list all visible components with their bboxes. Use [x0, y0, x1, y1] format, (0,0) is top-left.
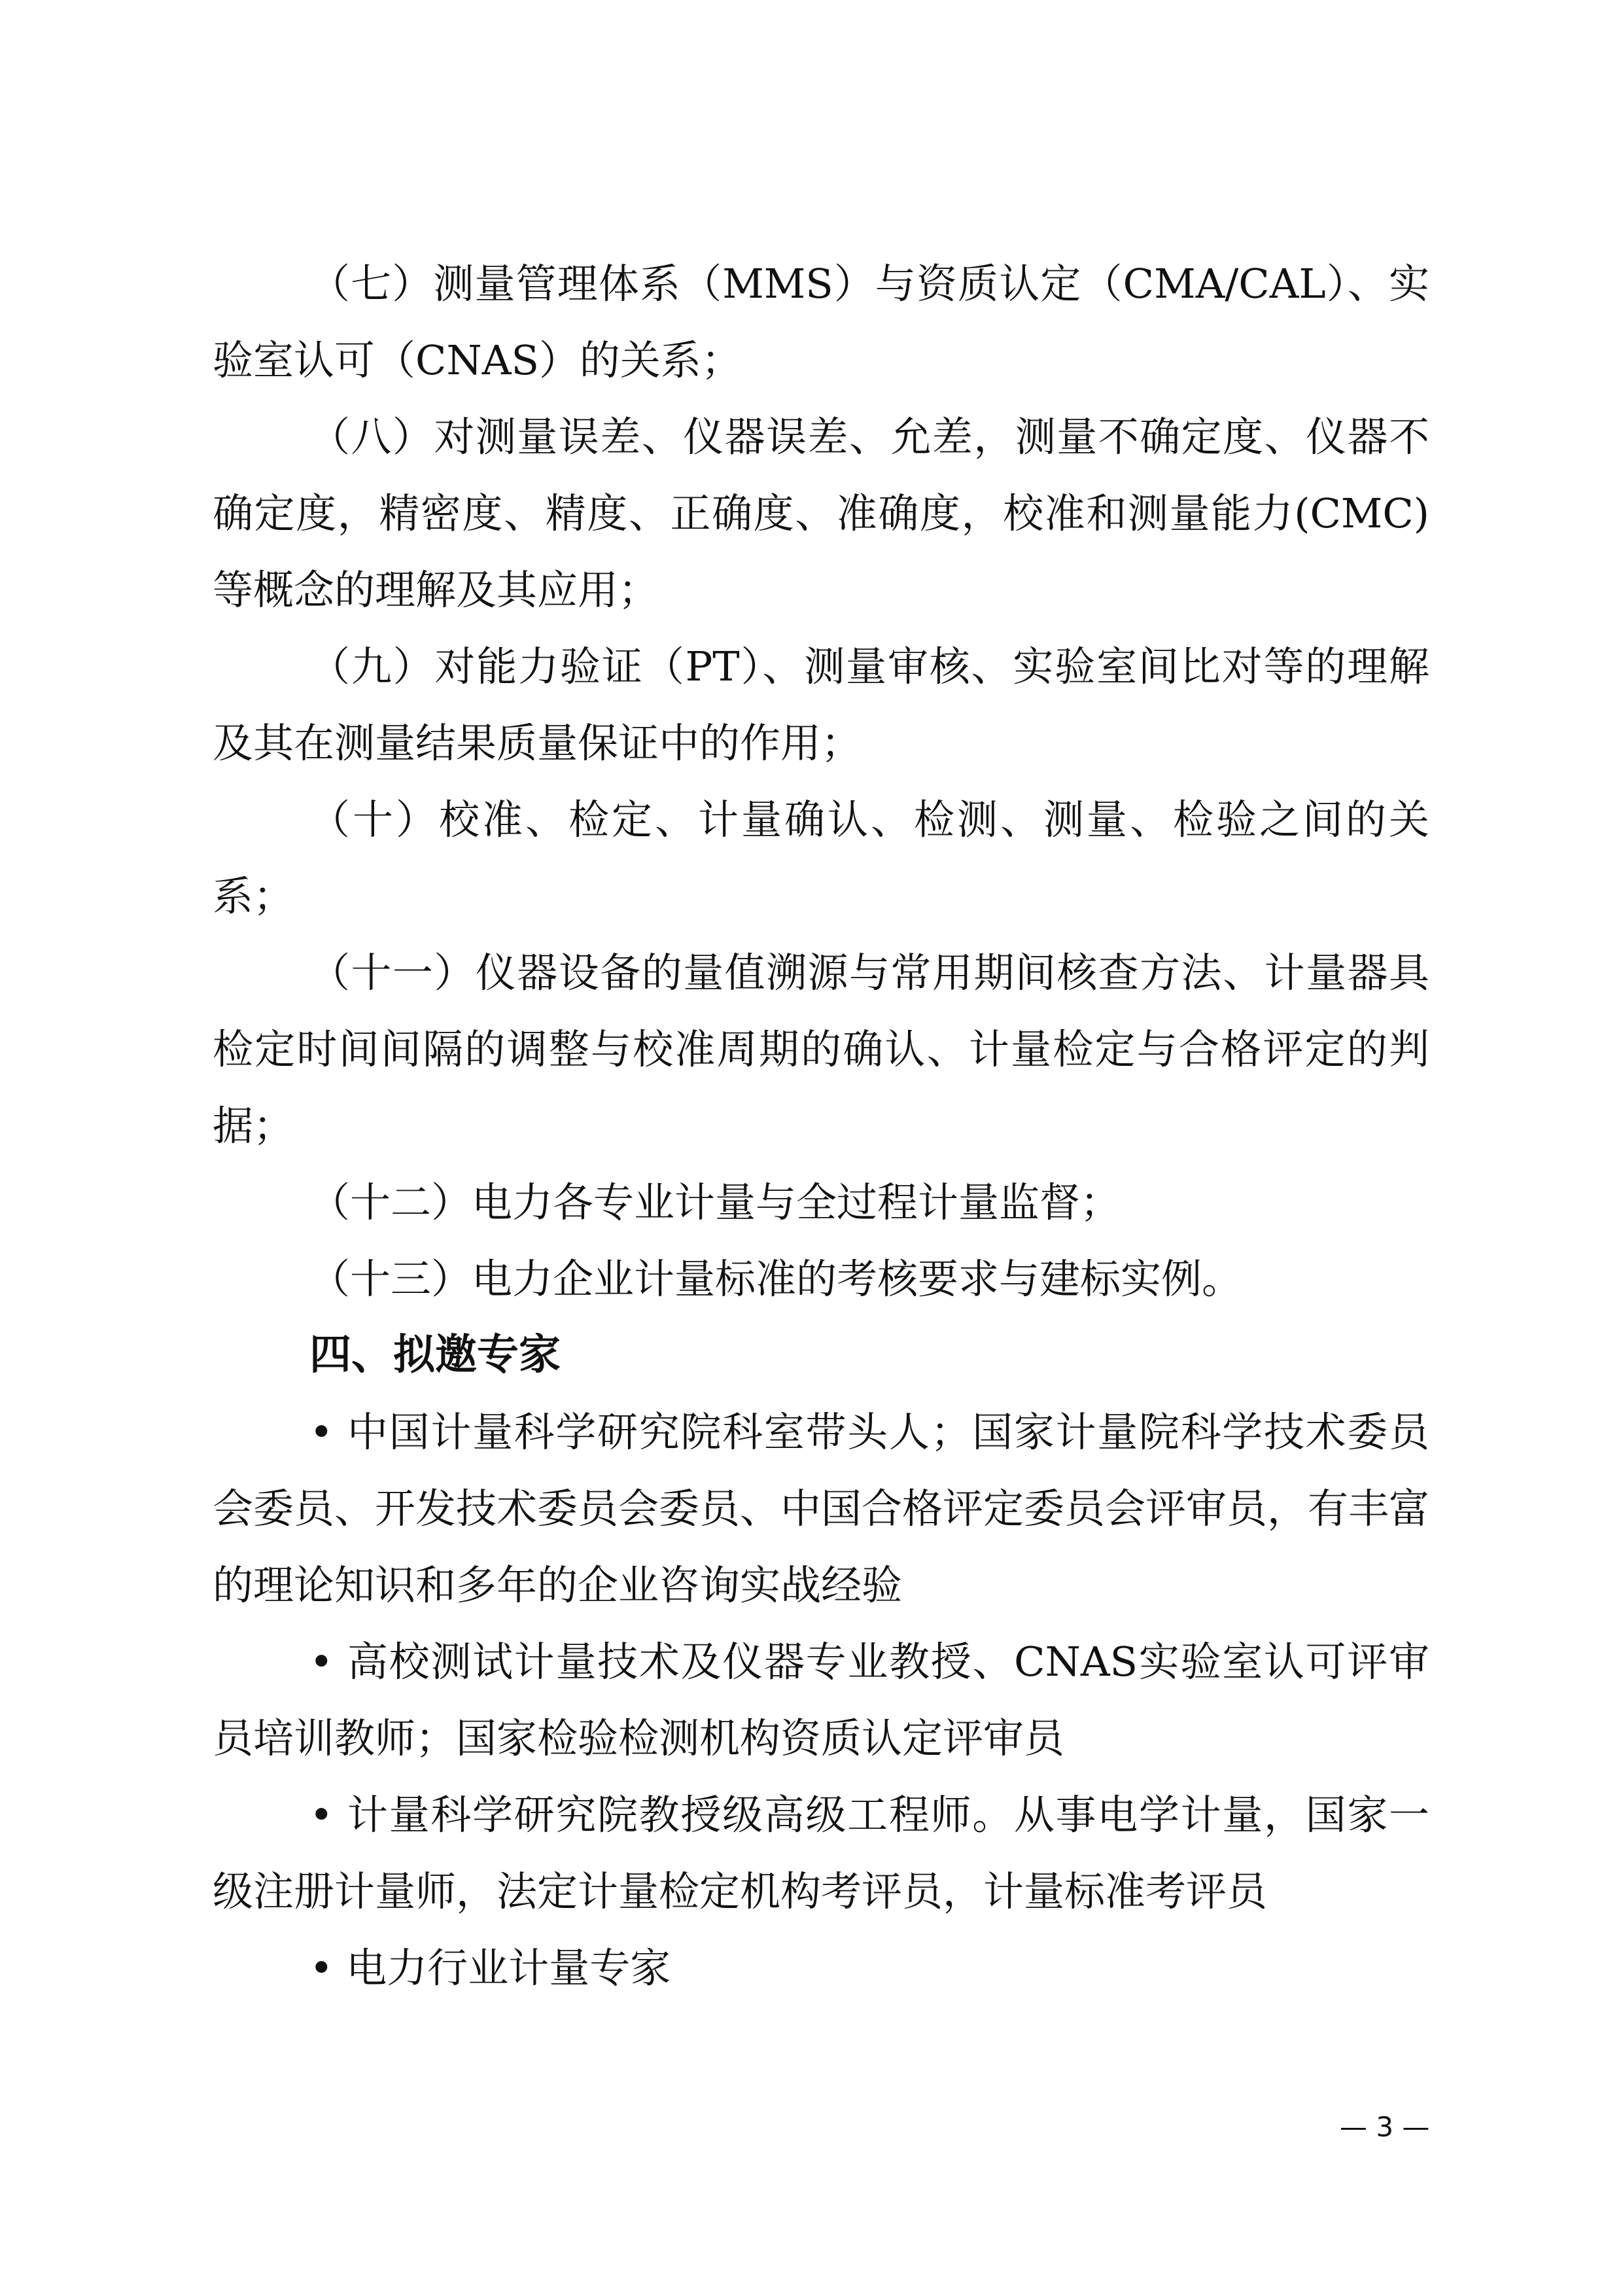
- item-13-paragraph: （十三）电力企业计量标准的考核要求与建标实例。: [309, 1255, 1243, 1303]
- expert-item-2: • 高校测试计量技术及仪器专业教授、CNAS实验室认可评审员培训教师；国家检验检测机构资质认定评审员: [213, 1638, 1429, 1762]
- item-12-paragraph: （十二）电力各专业计量与全过程计量监督；: [309, 1178, 1121, 1226]
- item-11-paragraph: （十一）仪器设备的量值溯源与常用期间核查方法、计量器具检定时间间隔的调整与校准周期的确认、计量检定与合格评定的判据；: [213, 949, 1429, 1150]
- item-8-paragraph: （八）对测量误差、仪器误差、允差，测量不确定度、仪器不确定度，精密度、精度、正确度、准确度，校准和测量能力(CMC)等概念的理解及其应用；: [213, 413, 1429, 614]
- expert-item-1: • 中国计量科学研究院科室带头人；国家计量院科学技术委员会委员、开发技术委员会委员、中国合格评定委员会评审员，有丰富的理论知识和多年的企业咨询实战经验: [213, 1408, 1430, 1609]
- page-number: — 3 —: [1340, 2111, 1430, 2143]
- item-9-paragraph: （九）对能力验证（PT）、测量审核、实验室间比对等的理解及其在测量结果质量保证中的作用；: [213, 643, 1429, 767]
- item-7-paragraph: （七）测量管理体系（MMS）与资质认定（CMA/CAL）、实验室认可（CNAS）的关系；: [213, 260, 1429, 384]
- document-body: [213, 245, 1429, 2006]
- item-10-paragraph: （十）校准、检定、计量确认、检测、测量、检验之间的关系；: [213, 796, 1429, 920]
- section-heading-experts: 四、拟邀专家: [309, 1331, 561, 1379]
- expert-item-3: • 计量科学研究院教授级高级工程师。从事电学计量，国家一级注册计量师，法定计量检定机构考评员，计量标准考评员: [213, 1791, 1429, 1915]
- expert-item-4: • 电力行业计量专家: [309, 1944, 671, 1992]
